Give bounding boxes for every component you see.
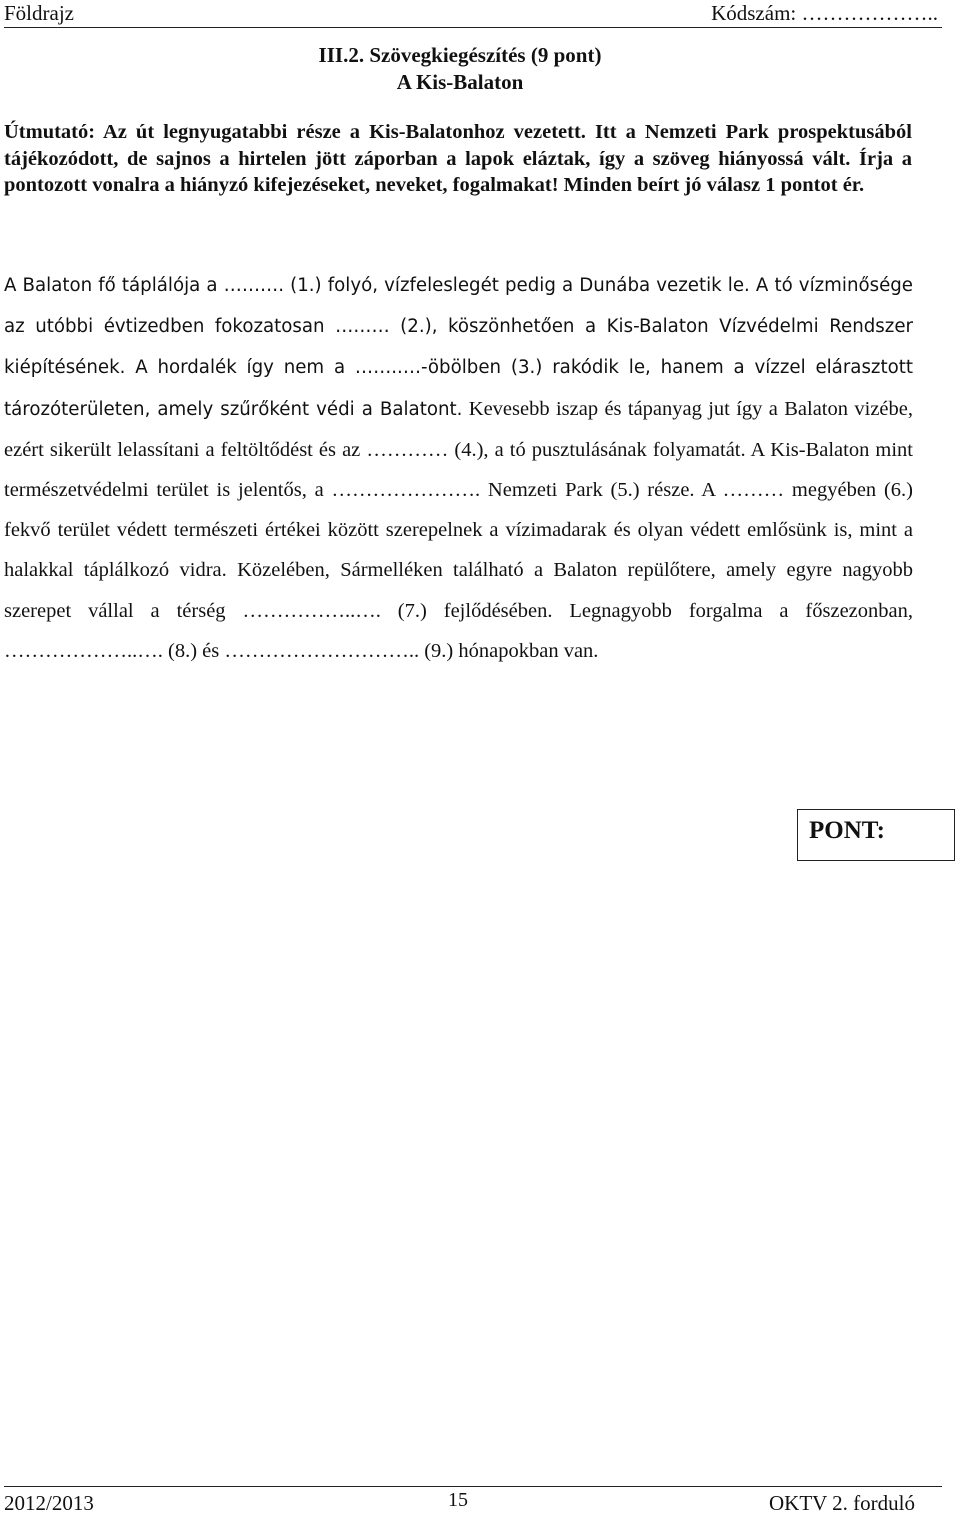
passage-segment-2: Kevesebb iszap és tápanyag jut így a Balaton vizébe, ezért sikerült lelassítani a feltöltődést és az ………… (4.), a tó pusztulásának folyamatát. A Kis-Balaton mint természetvédelmi terület is jelentős, a …………………. Nemzeti Park (5.) része. A ……… megyében (6.) fekvő terület védett természeti értékei között szerepelnek a vízimadarak és olyan védett emlősünk is, mint a halakkal táplálkozó vidra. Közelében, Sármelléken található a Balaton repülőtere, amely egyre nagyobb szerepet vállal a térség ……………..…. (7.) fejlődésében. Legnagyobb forgalma a főszezonban, ………………..…. (8.) és ……………………….. (9.) hónapokban van. [4, 397, 913, 662]
footer-year: 2012/2013 [4, 1491, 94, 1515]
instructions-text: Az út legnyugatabbi része a Kis-Balatonhoz vezetett. Itt a Nemzeti Park prospektusából tájékozódott, de sajnos a hirtelen jött záporban a lapok eláztak, így a szöveg hiányossá vált. Írja a pontozott vonalra a hiányzó kifejezéseket, neveket, fogalmakat! Minden beírt jó válasz 1 pontot ér. [4, 121, 912, 196]
instructions-label: Útmutató: [4, 121, 96, 143]
passage-segment-1: A Balaton fő táplálója a ………. (1.) folyó, vízfeleslegét pedig a Dunába vezetik le. A tó vízminősége az utóbbi évtizedben fokozatosan ……… (2.), köszönhetően a Kis-Balaton Vízvédelmi Rendszer kiépítésének. A hordalék így nem a ……..…-öbölben (3.) rakódik le, hanem a vízzel elárasztott tározóterületen, amely szűrőként védi a Balatont. [4, 275, 913, 420]
footer-divider [4, 1486, 942, 1487]
task-subtitle: A Kis-Balaton [396, 70, 524, 94]
score-box [797, 809, 955, 861]
code-label: Kódszám: ……………….. [711, 1, 938, 25]
footer-round: OKTV 2. forduló [768, 1491, 915, 1515]
cloze-passage [4, 265, 913, 671]
page-number: 15 [448, 1489, 468, 1511]
header-divider [4, 27, 942, 28]
task-title: III.2. Szövegkiegészítés (9 pont) [318, 43, 602, 67]
score-label: PONT: [809, 817, 885, 844]
instructions-paragraph [4, 119, 912, 199]
subject-label: Földrajz [4, 1, 74, 25]
